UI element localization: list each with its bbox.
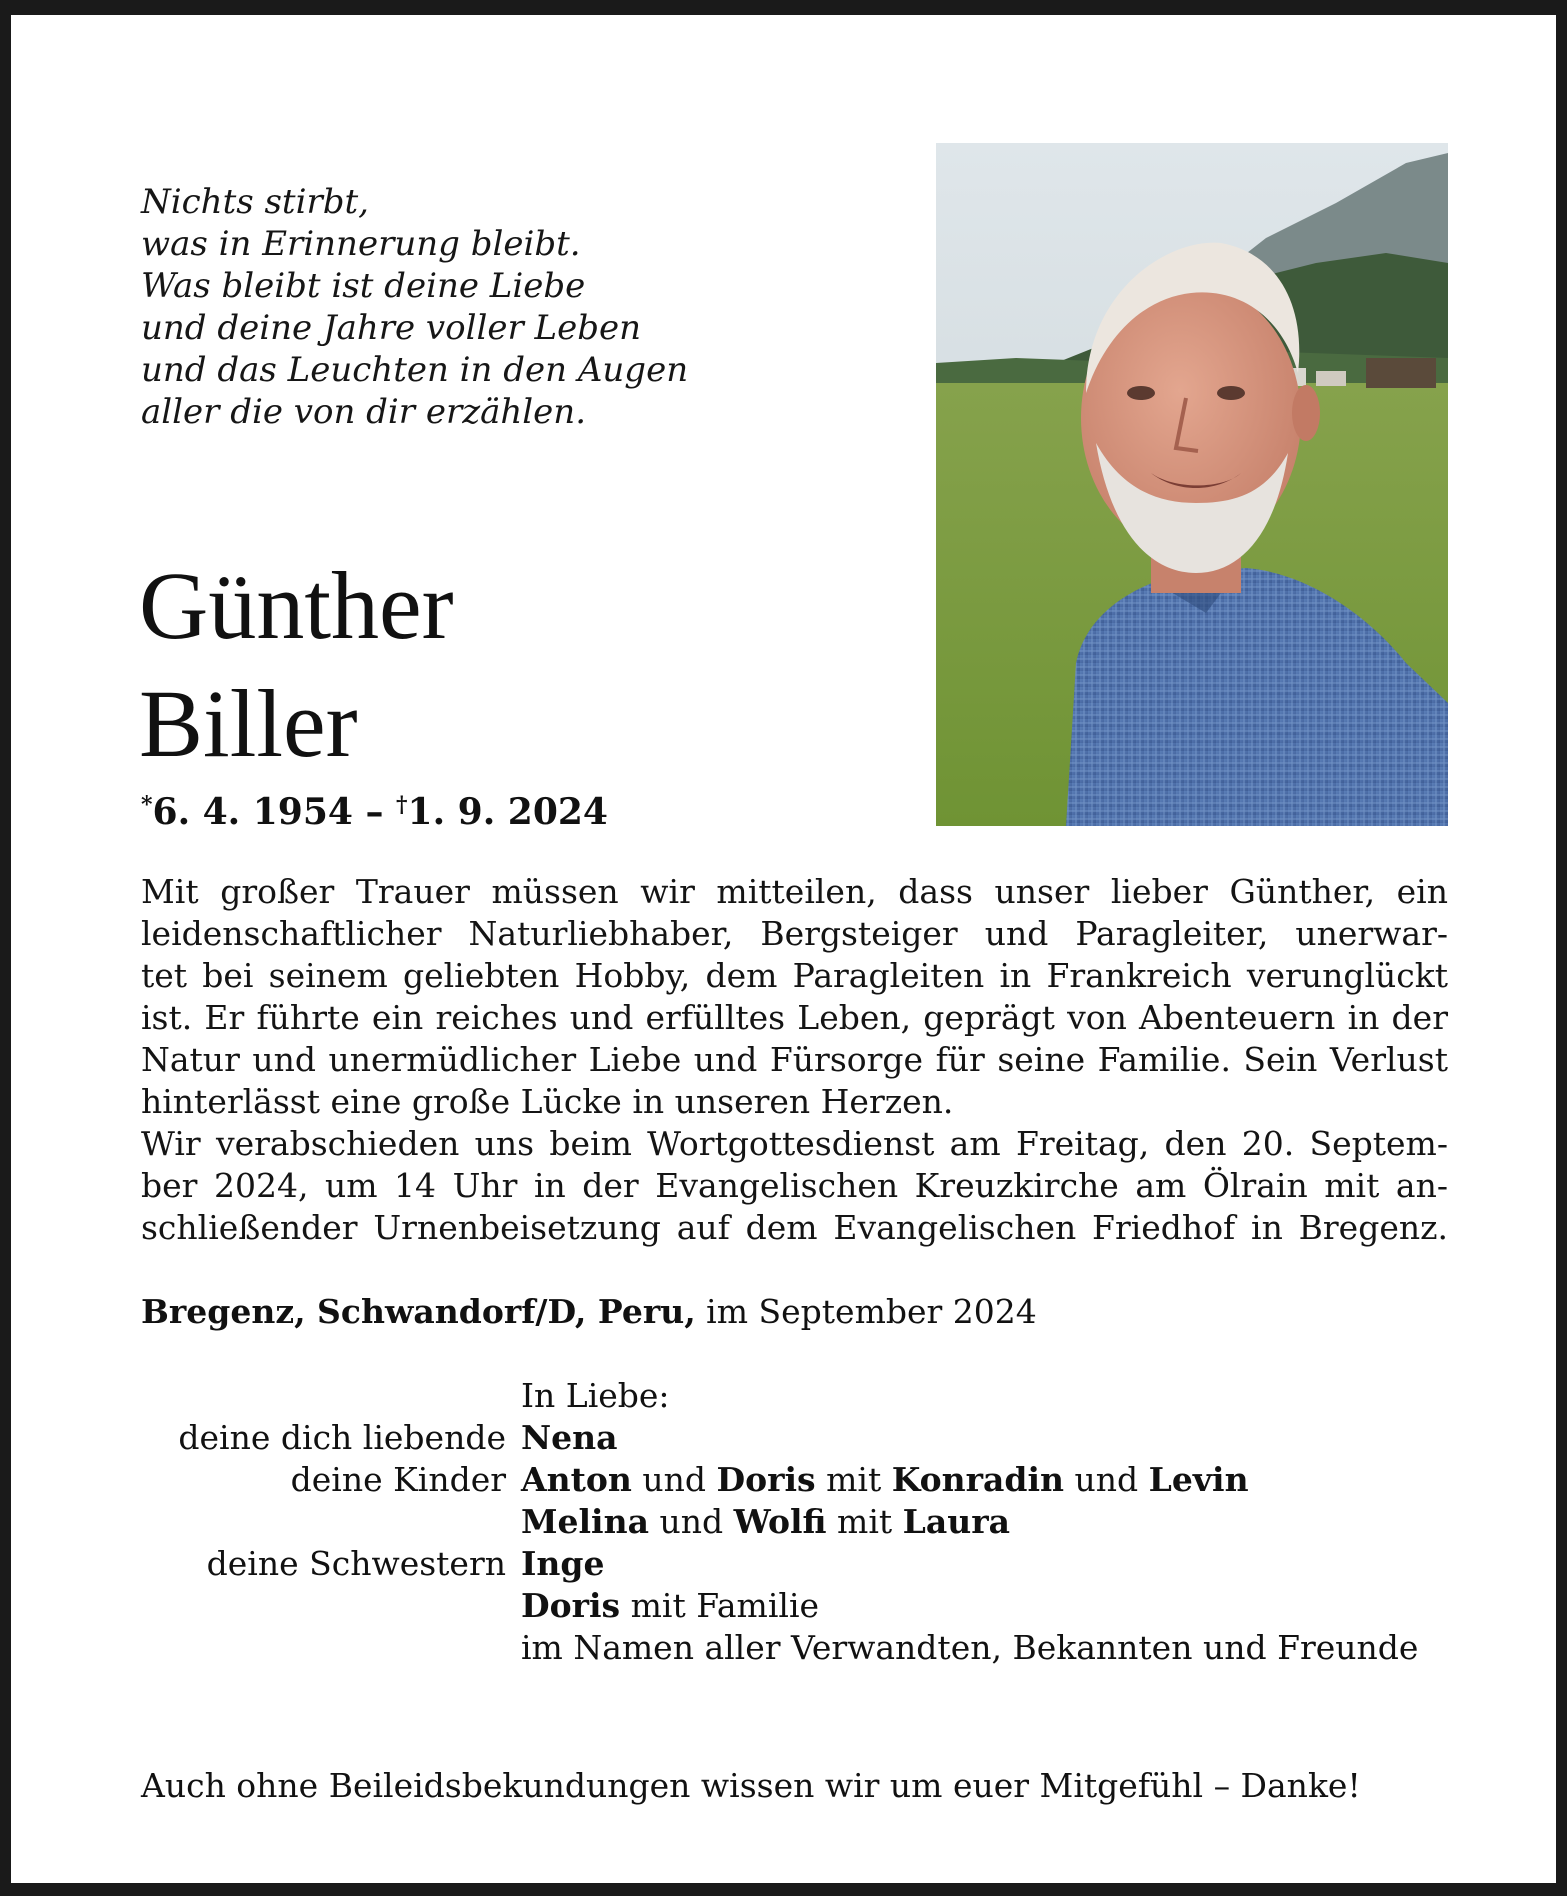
family-member-name: Wolfi (733, 1502, 827, 1541)
connector-text: mit (826, 1502, 903, 1541)
place-and-date (141, 1292, 1037, 1331)
family-member-name: Doris (716, 1460, 816, 1499)
children-label: deine Kinder (290, 1460, 506, 1499)
text-line: ist. Er führte ein reiches und erfülltes Leben, geprägt von Abenteuern in der (141, 998, 1448, 1037)
text-line: Natur und unermüdlicher Liebe und Fürsorge für seine Familie. Sein Verlust (141, 1040, 1448, 1079)
wife-label: deine dich liebende (178, 1418, 506, 1457)
children-row-2 (11, 1501, 1567, 1543)
wife-row (11, 1417, 1567, 1459)
sister-2-suffix: mit Familie (620, 1586, 820, 1625)
life-dates (141, 791, 608, 833)
death-symbol: † (396, 792, 408, 818)
poem-line: was in Erinnerung bleibt. (141, 224, 581, 264)
last-name: Biller (139, 670, 358, 777)
family-signatures (11, 1375, 1567, 1669)
birth-symbol: * (141, 792, 153, 818)
sister-2-row (11, 1585, 1567, 1627)
others-row (11, 1627, 1567, 1669)
text-line: Wir verabschieden uns beim Wortgottesdienst am Freitag, den 20. Septem- (141, 1124, 1448, 1163)
text-line: Mit großer Trauer müssen wir mitteilen, dass unser lieber Günther, ein (141, 872, 1448, 911)
children-row (11, 1459, 1567, 1501)
deceased-name (139, 547, 454, 783)
poem (141, 181, 688, 433)
portrait-photo (936, 143, 1448, 826)
locations: Bregenz, Schwandorf/D, Peru, (141, 1292, 696, 1331)
closing-text: Auch ohne Beileidsbekundungen wissen wir um euer Mitgefühl – Danke! (141, 1766, 1361, 1805)
sister-1-name: Inge (521, 1544, 605, 1583)
first-name: Günther (139, 552, 454, 659)
family-member-name: Laura (902, 1502, 1010, 1541)
text-line: tet bei seinem geliebten Hobby, dem Paragleiten in Frankreich verunglückt (141, 956, 1448, 995)
connector-text: und (1064, 1460, 1149, 1499)
connector-text: und (631, 1460, 717, 1499)
poem-line: Nichts stirbt, (141, 182, 369, 222)
others-text: im Namen aller Verwandten, Bekannten und Freunde (521, 1628, 1419, 1667)
wife-name: Nena (521, 1418, 618, 1457)
poem-line: und deine Jahre voller Leben (141, 308, 642, 348)
poem-line: Was bleibt ist deine Liebe (141, 266, 586, 306)
intro-row (11, 1375, 1567, 1417)
death-date: 1. 9. 2024 (407, 791, 608, 833)
text-line: schließender Urnenbeisetzung auf dem Evangelischen Friedhof in Bregenz. (141, 1208, 1448, 1247)
month-year: im September 2024 (695, 1292, 1037, 1331)
family-member-name: Melina (521, 1502, 649, 1541)
sister-2-name: Doris (521, 1586, 621, 1625)
family-member-name: Anton (521, 1460, 632, 1499)
poem-line: und das Leuchten in den Augen (141, 350, 689, 390)
birth-date: 6. 4. 1954 (152, 791, 353, 833)
date-dash: – (352, 791, 397, 833)
sister-2-value (521, 1585, 819, 1627)
children-line-2 (521, 1501, 1010, 1543)
family-member-name: Konradin (891, 1460, 1065, 1499)
family-member-name: Levin (1148, 1460, 1249, 1499)
children-line-1 (521, 1459, 1249, 1501)
text-line: ber 2024, um 14 Uhr in der Evangelischen Kreuzkirche am Ölrain mit an- (141, 1166, 1448, 1205)
intro-text: In Liebe: (521, 1376, 670, 1415)
connector-text: und (648, 1502, 734, 1541)
wife-value (521, 1417, 618, 1459)
connector-text: mit (815, 1460, 892, 1499)
announcement-text (141, 871, 1448, 1249)
text-line: hinterlässt eine große Lücke in unseren Herzen. (141, 1082, 954, 1121)
sisters-label: deine Schwestern (206, 1544, 506, 1583)
poem-line: aller die von dir erzählen. (141, 392, 587, 432)
text-line: leidenschaftlicher Naturliebhaber, Bergsteiger und Paragleiter, unerwar- (141, 914, 1448, 953)
sisters-row (11, 1543, 1567, 1585)
sister-1-value (521, 1543, 605, 1585)
